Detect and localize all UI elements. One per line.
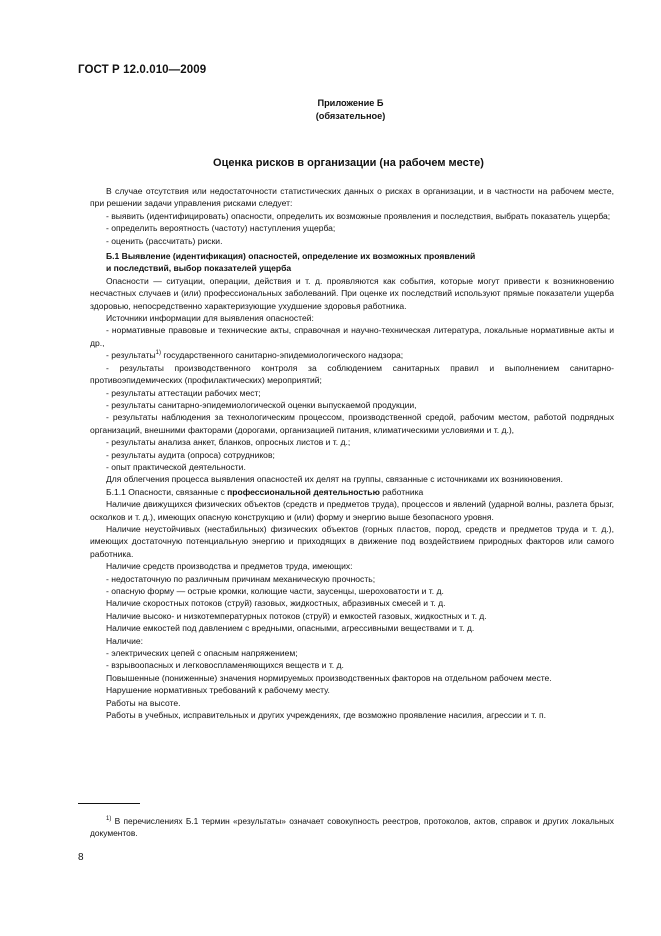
intro-item: - определить вероятность (частоту) наступления ущерба;	[106, 223, 336, 234]
appendix-title	[0, 157, 661, 169]
hazard-item: - недостаточную по различным причинам механическую прочность;	[106, 573, 376, 584]
hazard-paragraph: Наличие движущихся физических объектов (средств и предметов труда), процессов и явлений (ударной волны, разлета брызг, осколков и т. д.), имеющих опасную конструкцию и (или) форму и энергию выше безопасного уровня.	[90, 499, 614, 522]
document-code: ГОСТ Р 12.0.010—2009	[78, 64, 207, 76]
source-item-text: - результаты	[106, 350, 156, 361]
source-item: - результаты анализа анкет, бланков, опросных листов и т. д.;	[106, 437, 351, 448]
hazard-paragraph: Работы на высоте.	[106, 697, 181, 708]
section-b11-heading-text: работника	[379, 486, 424, 497]
source-item: - опыт практической деятельности.	[106, 461, 246, 472]
hazard-paragraph: Наличие неустойчивых (нестабильных) физических объектов (горных пластов, пород, средств и предметов труда и т. д.), имеющих достаточную потенциальную энергию и приходящих в движение под воздействием природных факторов или самого работника.	[90, 523, 614, 559]
hazard-item: - электрических цепей с опасным напряжением;	[106, 648, 298, 659]
document-body	[90, 185, 614, 721]
section-b11-heading-text: Б.1.1 Опасности, связанные с	[106, 486, 228, 497]
source-item: - результаты аттестации рабочих мест;	[106, 387, 261, 398]
hazard-item: - взрывоопасных и легковоспламеняющихся веществ и т. д.	[106, 660, 344, 671]
footnote-text	[90, 815, 614, 840]
appendix-status: (обязательное)	[315, 111, 386, 121]
hazard-paragraph: Нарушение нормативных требований к рабочему месту.	[106, 685, 330, 696]
section-b1-heading: Б.1 Выявление (идентификация) опасностей, определение их возможных проявлений	[106, 251, 476, 262]
source-item: - результаты производственного контроля за соблюдением санитарных правил и выполнением санитарно-противоэпидемических (профилактических) мероприятий;	[90, 362, 614, 386]
intro-paragraph: В случае отсутствия или недостаточности статистических данных о рисках в организации, и в частности на рабочем месте, при решении задачи управления рисками следует:	[90, 186, 614, 209]
section-b1-heading-cont: и последствий, выбор показателей ущерба	[106, 263, 292, 274]
sources-intro: Источники информации для выявления опасностей:	[106, 313, 314, 324]
hazard-paragraph: Наличие:	[106, 635, 144, 646]
footnote-mark: 1)	[106, 816, 112, 822]
footnote-divider	[78, 803, 140, 804]
hazard-paragraph: Наличие высоко- и низкотемпературных потоков (струй) и емкостей газовых, жидкостных и т. д.	[106, 610, 487, 621]
hazard-paragraph: Наличие емкостей под давлением с вредными, опасными, агрессивными веществами и т. д.	[106, 623, 475, 634]
intro-item: - оценить (рассчитать) риски.	[106, 235, 223, 246]
section-b11-heading	[90, 486, 614, 498]
hazard-paragraph: Наличие скоростных потоков (струй) газовых, жидкостных, абразивных смесей и т. д.	[106, 598, 446, 609]
appendix-heading	[0, 97, 661, 123]
source-item: - результаты наблюдения за технологическим процессом, производственной средой, рабочим местом, работой подрядных организаций, внешними факторами (дорогами, организацией питания, климатическими условиями и т. д.),	[90, 412, 614, 435]
source-item-footnoted	[90, 349, 614, 361]
intro-item: - выявить (идентифицировать) опасности, определить их возможные проявления и последствия, выбрать показатель ущерба;	[106, 210, 611, 221]
hazard-paragraph: Наличие средств производства и предметов труда, имеющих:	[106, 561, 353, 572]
section-b11-heading-bold: профессиональной деятельностью	[227, 486, 380, 497]
hazard-paragraph: Работы в учебных, исправительных и других учреждениях, где возможно проявление насилия, агрессии и т. п.	[106, 710, 547, 721]
hazard-paragraph: Повышенные (пониженные) значения нормируемых производственных факторов на отдельном рабочем месте.	[106, 672, 552, 683]
appendix-label: Приложение Б	[317, 98, 384, 108]
page-number: 8	[78, 852, 84, 863]
footnote-reference: 1)	[155, 350, 162, 357]
footnote-body: В перечислениях Б.1 термин «результаты» означает совокупность реестров, протоколов, актов, справок и других локальных документов.	[90, 816, 614, 839]
source-item: - нормативные правовые и технические акты, справочная и научно-техническая литература, локальные нормативные акты и др.,	[90, 325, 614, 348]
appendix-title-text: Оценка рисков в организации (на рабочем месте)	[213, 157, 484, 169]
source-item-text: государственного санитарно-эпидемиологического надзора;	[161, 350, 404, 361]
source-item: - результаты санитарно-эпидемиологической оценки выпускаемой продукции,	[106, 399, 417, 410]
source-item: - результаты аудита (опроса) сотрудников;	[106, 449, 275, 460]
hazard-item: - опасную форму — острые кромки, колющие части, заусенцы, шероховатости и т. д.	[106, 586, 444, 596]
grouping-paragraph: Для облегчения процесса выявления опасностей их делят на группы, связанные с источниками их возникновения.	[106, 474, 563, 485]
hazards-definition: Опасности — ситуации, операции, действия и т. д. проявляются как события, которые могут привести к возникновению несчастных случаев и (или) профессиональных заболеваний. При оценке их последствий используют прямые показатели ущерба здоровью, непосредственно характеризующие ухудшение здоровья работника.	[90, 275, 614, 311]
footnote	[90, 815, 614, 840]
